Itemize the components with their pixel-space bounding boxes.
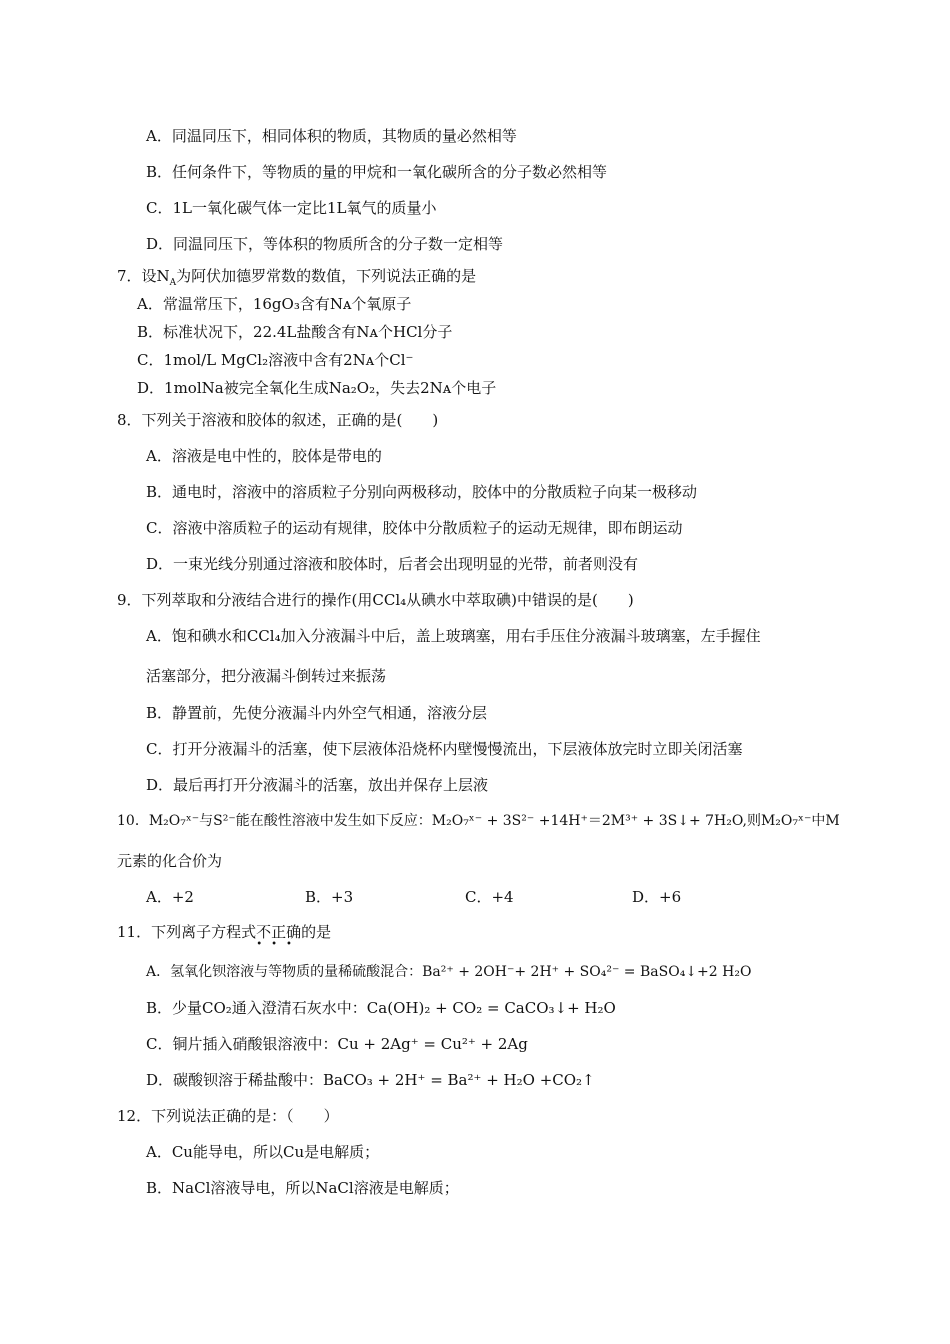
- q11-emphasis-text: 不正确: [256, 923, 302, 941]
- q8-option-d: D．一束光线分别通过溶液和胶体时，后者会出现明显的光带，前者则没有: [146, 555, 639, 573]
- q11-option-b: B．少量CO₂通入澄清石灰水中：Ca(OH)₂ + CO₂ = CaCO₃↓+ H₂O: [146, 999, 616, 1017]
- q10-option-c: C．+4: [465, 888, 514, 906]
- q7-stem-part-a: 7．设N: [117, 267, 170, 285]
- q10-option-a: A．+2: [146, 888, 194, 906]
- q7-stem-part-b: 为阿伏加德罗常数的数值，下列说法正确的是: [176, 267, 477, 285]
- q7-stem-sub: A: [169, 278, 177, 288]
- q10-stem-line1: 10．M₂O₇ˣ⁻与S²⁻能在酸性溶液中发生如下反应：M₂O₇ˣ⁻ + 3S²⁻ +14H⁺＝2M³⁺ + 3S↓+ 7H₂O,则M₂O₇ˣ⁻中M: [117, 813, 840, 829]
- q6-option-d: D．同温同压下，等体积的物质所含的分子数一定相等: [146, 235, 504, 253]
- q10-option-d: D．+6: [632, 888, 682, 906]
- q10-option-b: B．+3: [305, 888, 354, 906]
- q11-emphasis: [256, 923, 302, 950]
- q9-stem: 9．下列萃取和分液结合进行的操作(用CCl₄从碘水中萃取碘)中错误的是( ): [117, 591, 634, 609]
- q8-stem: 8．下列关于溶液和胶体的叙述，正确的是( ): [117, 411, 439, 429]
- q9-option-d: D．最后再打开分液漏斗的活塞，放出并保存上层液: [146, 776, 489, 794]
- q11-option-c: C．铜片插入硝酸银溶液中：Cu + 2Ag⁺ = Cu²⁺ + 2Ag: [146, 1035, 528, 1053]
- q8-option-c: C．溶液中溶质粒子的运动有规律，胶体中分散质粒子的运动无规律，即布朗运动: [146, 519, 683, 537]
- q6-option-c: C．1L一氧化碳气体一定比1L氧气的质量小: [146, 199, 437, 217]
- q7-option-b: B．标准状况下，22.4L盐酸含有Nᴀ个HCl分子: [137, 323, 453, 341]
- q6-option-a: A．同温同压下，相同体积的物质，其物质的量必然相等: [146, 127, 517, 145]
- q9-option-a-line2: 活塞部分，把分液漏斗倒转过来振荡: [146, 667, 387, 685]
- q10-stem-line2: 元素的化合价为: [117, 852, 223, 870]
- q6-option-b: B．任何条件下，等物质的量的甲烷和一氧化碳所含的分子数必然相等: [146, 163, 608, 181]
- q12-option-a: A．Cu能导电，所以Cu是电解质；: [146, 1143, 380, 1161]
- q8-option-b: B．通电时，溶液中的溶质粒子分别向两极移动，胶体中的分散质粒子向某一极移动: [146, 483, 698, 501]
- q9-option-c: C．打开分液漏斗的活塞，使下层液体沿烧杯内壁慢慢流出，下层液体放完时立即关闭活塞: [146, 740, 743, 758]
- q9-option-a-line1: A．饱和碘水和CCl₄加入分液漏斗中后，盖上玻璃塞，用右手压住分液漏斗玻璃塞，左手握住: [146, 627, 761, 645]
- q12-stem: 12．下列说法正确的是：（ ）: [117, 1107, 339, 1125]
- q7-stem: [117, 266, 476, 286]
- q7-option-a: A．常温常压下，16gO₃含有Nᴀ个氧原子: [137, 295, 412, 313]
- q7-option-d: D．1molNa被完全氧化生成Na₂O₂，失去2Nᴀ个电子: [137, 379, 497, 397]
- q11-option-a: A．氢氧化钡溶液与等物质的量稀硫酸混合：Ba²⁺ + 2OH⁻+ 2H⁺ + SO₄²⁻ = BaSO₄↓+2 H₂O: [146, 964, 752, 980]
- q11-option-d: D．碳酸钡溶于稀盐酸中：BaCO₃ + 2H⁺ = Ba²⁺ + H₂O +CO₂↑: [146, 1071, 595, 1089]
- q11-stem-part-b: 的是: [301, 923, 332, 941]
- q11-stem: [117, 922, 332, 950]
- emphasis-dots: •••: [256, 939, 301, 950]
- q7-option-c: C．1mol/L MgCl₂溶液中含有2Nᴀ个Cl⁻: [137, 351, 414, 369]
- q12-option-b: B．NaCl溶液导电，所以NaCl溶液是电解质；: [146, 1179, 459, 1197]
- q11-stem-part-a: 11．下列离子方程式: [117, 923, 257, 941]
- q8-option-a: A．溶液是电中性的，胶体是带电的: [146, 447, 382, 465]
- q9-option-b: B．静置前，先使分液漏斗内外空气相通，溶液分层: [146, 704, 488, 722]
